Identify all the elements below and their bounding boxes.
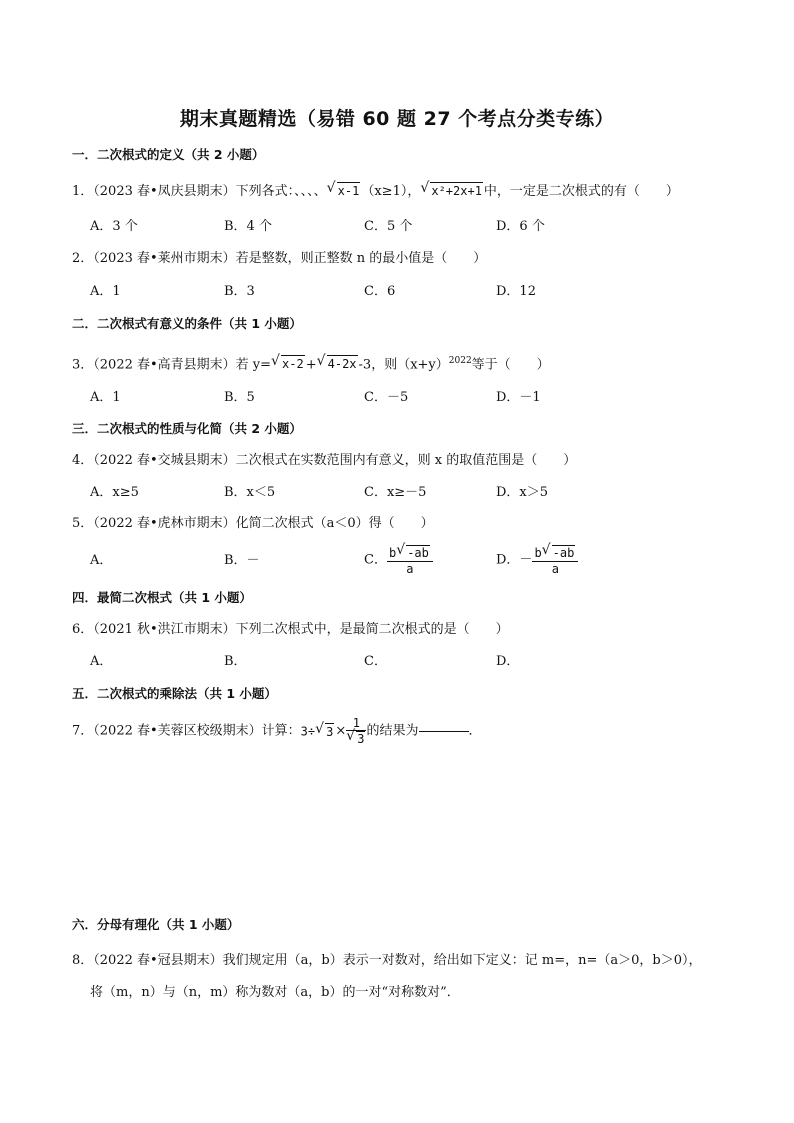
q1-option-c: C．5 个 xyxy=(364,219,413,234)
q4-option-a: A．x≥5 xyxy=(90,485,139,500)
q1-radical-1: √ x-1 xyxy=(326,180,360,198)
section-heading-2: 二．二次根式有意义的条件（共 1 小题） xyxy=(72,316,302,331)
section-heading-3: 三．二次根式的性质与化简（共 2 小题） xyxy=(72,421,302,436)
q6-option-b: B． xyxy=(224,654,247,669)
q5-option-c xyxy=(364,542,433,576)
q3-mid: -3，则（x+y） xyxy=(358,357,449,373)
question-4: 4．（2022 春•交城县期末）二次根式在实数范围内有意义，则 x 的取值范围是（ ） xyxy=(72,453,577,468)
q1-option-a: A．3 个 xyxy=(90,219,138,234)
q6-option-d: D． xyxy=(496,654,520,669)
q3-option-a: A．1 xyxy=(90,390,121,405)
q1-condition: （x≥1）， xyxy=(361,184,421,199)
question-6: 6．（2021 秋•洪江市期末）下列二次根式中，是最简二次根式的是（ ） xyxy=(72,622,509,637)
question-8-line-2: 将（m，n）与（n，m）称为数对（a，b）的一对“对称数对”． xyxy=(90,985,460,1000)
q7-answer-blank[interactable] xyxy=(419,731,469,732)
q5-option-d xyxy=(496,542,578,576)
question-1 xyxy=(72,182,679,200)
q3-radical-2: √ 4-2x xyxy=(316,353,357,372)
q4-option-c: C．x≥－5 xyxy=(364,485,427,500)
question-8-line-1: 8．（2022 春•冠县期末）我们规定用（a，b）表示一对数对，给出如下定义：记 m=，n=（a＞0，b＞0）， xyxy=(72,953,702,968)
q2-option-c: C．6 xyxy=(364,284,396,299)
q3-option-c: C．－5 xyxy=(364,390,409,405)
q4-option-b: B．x＜5 xyxy=(224,485,276,500)
q5-option-c-label: C． xyxy=(364,552,387,568)
q7-prefix: 7．（2022 春•芙蓉区校级期末）计算： xyxy=(72,723,301,739)
q4-option-d: D．x＞5 xyxy=(496,485,549,500)
question-5: 5．（2022 春•虎林市期末）化简二次根式（a＜0）得（ ） xyxy=(72,516,434,531)
q7-divide: 3÷ xyxy=(300,724,316,739)
section-heading-6: 六．分母有理化（共 1 小题） xyxy=(72,917,240,932)
q5-option-d-label: D．－ xyxy=(496,552,533,568)
q3-radical-1: √ x-2 xyxy=(271,353,304,372)
q6-option-c: C． xyxy=(364,654,387,669)
section-heading-1: 一．二次根式的定义（共 2 小题） xyxy=(72,147,265,162)
q3-exponent: 2022 xyxy=(448,356,472,366)
q6-option-a: A． xyxy=(90,654,113,669)
q3-option-d: D．－1 xyxy=(496,390,541,405)
question-2: 2．（2023 春•莱州市期末）若是整数，则正整数 n 的最小值是（ ） xyxy=(72,251,487,266)
q7-end: ． xyxy=(468,723,482,739)
section-heading-4: 四．最简二次根式（共 1 小题） xyxy=(72,590,252,605)
page-title: 期末真题精选（易错 60 题 27 个考点分类专练） xyxy=(179,108,615,130)
q5-option-d-fraction: b √ -ab a xyxy=(532,545,578,576)
q5-option-b: B．－ xyxy=(224,553,260,568)
q1-prefix: 1．（2023 春•凤庆县期末）下列各式：、、、、 xyxy=(72,184,327,199)
q1-radical-2: √ x²+2x+1 xyxy=(420,180,482,198)
q3-option-b: B．5 xyxy=(224,390,255,405)
section-heading-5: 五．二次根式的乘除法（共 1 小题） xyxy=(72,686,277,701)
question-7 xyxy=(72,716,482,747)
q5-option-a: A． xyxy=(90,553,113,568)
q7-times: × xyxy=(335,723,347,739)
q5-option-c-fraction: b √ -ab a xyxy=(387,545,433,576)
q3-suffix: 等于（ ） xyxy=(471,357,550,373)
q3-plus: + xyxy=(305,357,317,373)
q1-suffix: 中，一定是二次根式的有（ ） xyxy=(483,184,679,199)
q7-fraction: 1 √ 3 xyxy=(346,716,365,746)
q1-option-d: D．6 个 xyxy=(496,219,545,234)
q2-option-b: B．3 xyxy=(224,284,255,299)
q2-option-d: D．12 xyxy=(496,284,536,299)
q2-option-a: A．1 xyxy=(90,284,121,299)
q7-radical: √ 3 xyxy=(315,720,334,739)
q7-suffix: 的结果为 xyxy=(366,723,419,739)
question-3 xyxy=(72,353,550,373)
q3-prefix: 3．（2022 春•高青县期末）若 y= xyxy=(72,357,272,373)
q1-option-b: B．4 个 xyxy=(224,219,272,234)
